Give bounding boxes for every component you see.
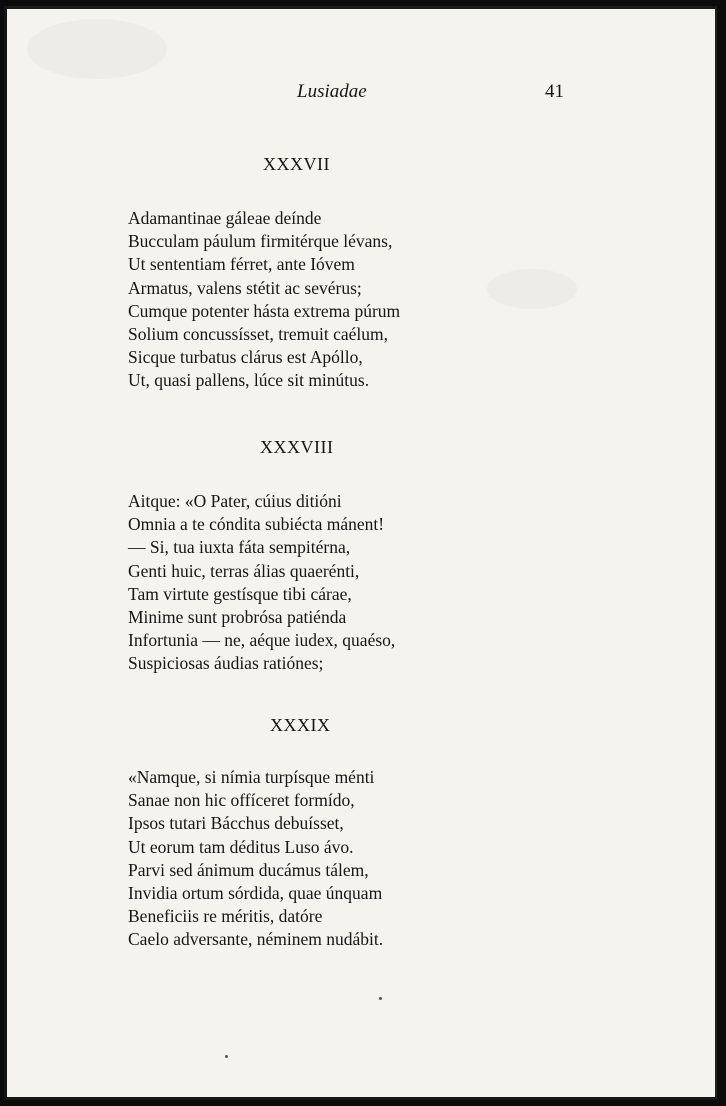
verse-line: Solium concussísset, tremuit caélum,: [128, 324, 389, 345]
verse-line: Sicque turbatus clárus est Apóllo,: [128, 347, 363, 368]
verse-line: Bucculam páulum firmitérque lévans,: [128, 231, 393, 252]
verse-line: Ut sententiam férret, ante Ióvem: [128, 254, 355, 275]
verse-line: «Namque, si nímia turpísque ménti: [128, 767, 375, 787]
verse-line: Aitque: «O Pater, cúius ditióni: [128, 491, 342, 511]
stanza-number: XXXVIII: [260, 437, 334, 457]
verse-line: Genti huic, terras álias quaerénti,: [128, 560, 360, 581]
paper-smudge: [27, 19, 167, 79]
paper-speck: [379, 997, 382, 1000]
verse-line: Ut eorum tam déditus Luso ávo.: [128, 836, 354, 857]
stanza-number: XXXVII: [263, 154, 330, 174]
stanza-number: XXXIX: [270, 715, 331, 735]
verse-line: Infortunia — ne, aéque iudex, quaéso,: [128, 630, 396, 651]
book-page: [4, 6, 717, 1100]
paper-smudge: [487, 269, 577, 309]
paper-speck: [225, 1055, 228, 1058]
verse-line: Beneficiis re méritis, datóre: [128, 906, 323, 927]
verse-line: Sanae non hic offíceret formído,: [128, 790, 355, 811]
verse-line: Caelo adversante, néminem nudábit.: [128, 929, 384, 950]
verse-line: Omnia a te cóndita subiécta mánent!: [128, 514, 385, 535]
running-title: Lusiadae: [297, 81, 367, 102]
verse-line: Minime sunt probrósa patiénda: [128, 607, 347, 628]
stanza-xxxix: [128, 766, 383, 952]
verse-line: Invidia ortum sórdida, quae únquam: [128, 883, 383, 904]
verse-line: Parvi sed ánimum ducámus tálem,: [128, 859, 369, 880]
verse-line: Ut, quasi pallens, lúce sit minútus.: [128, 370, 370, 391]
verse-line: Adamantinae gáleae deínde: [128, 208, 322, 228]
verse-line: Tam virtute gestísque tibi cárae,: [128, 583, 352, 604]
stanza-xxxviii: [128, 490, 395, 676]
stanza-xxxvii: [128, 207, 400, 393]
verse-line: Suspiciosas áudias ratiónes;: [128, 653, 324, 674]
verse-line: — Si, tua iuxta fáta sempitérna,: [128, 537, 351, 558]
page-number: 41: [545, 81, 564, 102]
verse-line: Armatus, valens stétit ac sevérus;: [128, 277, 362, 298]
verse-line: Ipsos tutari Bácchus debuísset,: [128, 813, 344, 834]
verse-line: Cumque potenter hásta extrema púrum: [128, 300, 401, 321]
